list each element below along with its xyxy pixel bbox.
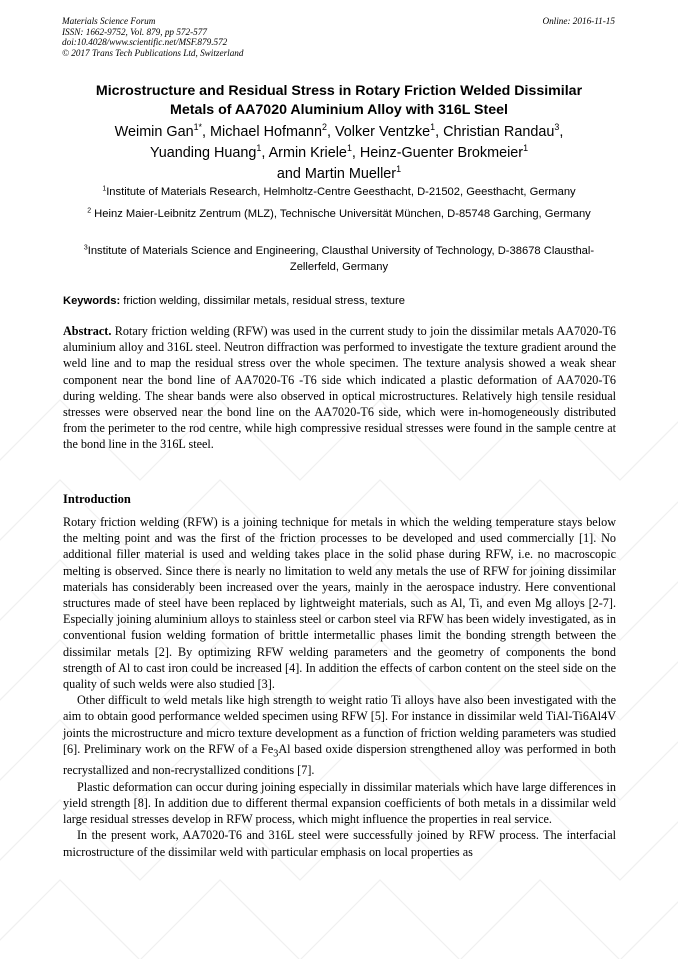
keywords-label: Keywords: [63, 295, 121, 307]
author-line-3 [52, 164, 626, 185]
author-name: Michael Hofmann [210, 124, 322, 140]
paragraph-text: Al based oxide dispersion strengthened alloy was performed in both recrystallized and non-recrystallized conditions [7]. [63, 741, 616, 778]
author-affil-mark: 2 [322, 122, 327, 133]
author-separator: , [559, 124, 564, 140]
author-affil-mark: 3 [554, 122, 560, 133]
title-line-2: Metals of AA7020 Aluminium Alloy with 316L Steel [170, 102, 508, 118]
section-heading-introduction: Introduction [63, 492, 131, 506]
author-name: Heinz-Guenter Brokmeier [359, 145, 524, 161]
paragraph: In the present work, AA7020-T6 and 316L steel were successfully joined by RFW process. The interfacial microstructure of the dissimilar weld with particular emphasis on local properties as [63, 828, 616, 859]
abstract-paragraph [63, 323, 616, 453]
affiliation-1 [62, 184, 616, 200]
author-affil-mark: 1 [256, 143, 262, 154]
affiliation-text: Institute of Materials Research, Helmholtz-Centre Geesthacht, D-21502, Geesthacht, Germany [106, 186, 576, 198]
abstract [63, 323, 616, 453]
journal-header [62, 16, 243, 58]
author-affil-mark: 1 [346, 143, 352, 154]
affiliation-text: Institute of Materials Science and Engineering, Clausthal University of Technology, D-38678 Clausthal-Zellerfeld, Germany [87, 245, 595, 273]
author-separator: , [435, 124, 444, 140]
journal-name: Materials Science Forum [62, 16, 156, 26]
author-name: Christian Randau [443, 124, 555, 140]
paragraph: Plastic deformation can occur during joining especially in dissimilar materials which have large differences in yield strength [8]. In addition due to different thermal expansion coefficients of both metals in a dissimilar weld large residual stresses develop in RFW process, which might influence the properties in real service. [63, 779, 616, 827]
author-line-1 [52, 122, 626, 143]
copyright-line: © 2017 Trans Tech Publications Ltd, Switzerland [62, 47, 244, 58]
author-separator: , [326, 124, 335, 140]
paragraph [63, 692, 616, 778]
paragraph: Rotary friction welding (RFW) is a joining technique for metals in which the welding temperature stays below the melting point and was the first of the friction processes to be developed and used commercially [1]. No additional filler material is used and welding takes place in the solid phase during RFW, i.e. no macroscopic melting is observed. Since there is nearly no limitation to weld any metals the use of RFW for joining dissimilar materials has considerably been increased over the years, mainly in the aerospace industry. Here conventional structures made of steel have been replaced by lightweight materials, such as Al, Ti, and even Mg alloys [2-7]. Especially joining aluminium alloys to stainless steel or carbon steel via RFW has been widely investigated, as in conventional fusion welding formation of brittle intermetallic phases limit the bonding strength between the dissimilar metals [2]. By optimizing RFW welding parameters and the geometry of components the bond strength of Al to cast iron could be increased [4]. In addition the effects of carbon content on the steel side on the quality of such welds were also studied [3]. [63, 515, 616, 692]
issn-line: ISSN: 1662-9752, Vol. 879, pp 572-577 [62, 26, 207, 37]
author-name: Volker Ventzke [334, 124, 431, 140]
paper-title [52, 82, 626, 120]
introduction-body [63, 514, 616, 860]
author-separator: , [202, 124, 211, 140]
doi-line: doi:10.4028/www.scientific.net/MSF.879.572 [62, 37, 228, 48]
author-separator: , [261, 145, 269, 161]
author-list [52, 122, 626, 185]
affiliation-3 [62, 243, 616, 275]
author-affil-mark: 1 [396, 164, 402, 175]
title-line-1: Microstructure and Residual Stress in Rotary Friction Welded Dissimilar [95, 83, 583, 99]
author-separator: , [351, 145, 360, 161]
keywords [63, 293, 616, 309]
abstract-text: Rotary friction welding (RFW) was used in the current study to join the dissimilar metals AA7020-T6 aluminium alloy and 316L steel. Neutron diffraction was performed to investigate the texture gradient around the weld line and to map the residual stress over the whole specimen. The texture analysis showed a weak shear component near the bond line of AA7020-T6 -T6 side which indicated a plastic deformation of AA7020-T6 during welding. The shear bands were also observed in optical microstructures. Relatively high tensile residual stresses were observed near the bond line on the AA7020-T6 side, which were in-homogeneously distributed from the perimeter to the rod centre, while high compressive residual stresses were found in the sample centre at the bond line in the 316L steel. [63, 324, 616, 452]
author-name: Armin Kriele [268, 145, 347, 161]
author-line-2 [52, 143, 626, 164]
affiliation-text: Heinz Maier-Leibnitz Zentrum (MLZ), Technische Universität München, D-85748 Garching, Germany [91, 208, 591, 220]
author-name: Weimin Gan [114, 124, 194, 140]
keywords-text: friction welding, dissimilar metals, residual stress, texture [120, 295, 405, 307]
author-affil-mark: 1 [523, 143, 529, 154]
online-date: Online: 2016-11-15 [542, 16, 615, 26]
author-name: and Martin Mueller [276, 166, 397, 182]
paragraph-text: Other difficult to weld metals like high strength to weight ratio Ti alloys have also been investigated with the aim to obtain good performance welded specimen using RFW [5]. For instance in dissimilar weld TiAl-Ti6Al4V joints the microstructure and micro texture development as a function of friction welding parameters was studied [6]. Preliminary work on the RFW of a Fe [63, 693, 616, 756]
affiliation-2 [62, 206, 616, 222]
affiliation-number: 2 [87, 207, 92, 215]
author-name: Yuanding Huang [149, 145, 257, 161]
abstract-label: Abstract. [63, 324, 112, 338]
author-affil-mark: 1* [193, 122, 203, 133]
subscript: 3 [273, 748, 279, 760]
affiliation-number: 3 [83, 244, 88, 252]
author-affil-mark: 1 [430, 122, 436, 133]
affiliation-number: 1 [102, 185, 107, 193]
